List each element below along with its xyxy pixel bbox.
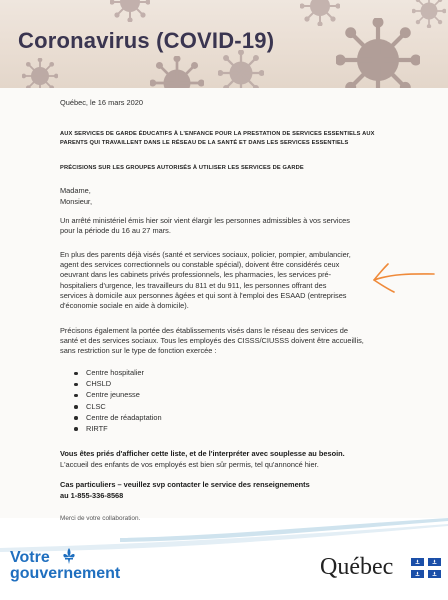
letter-body bbox=[0, 88, 448, 522]
list-item: Centre hospitalier bbox=[72, 368, 162, 379]
paragraph-3 bbox=[60, 326, 364, 357]
coronavirus-icon bbox=[110, 0, 150, 22]
list-item: Centre de réadaptation bbox=[72, 413, 162, 424]
votre-label: Votre bbox=[10, 549, 50, 566]
paragraph-line: En plus des parents déjà visés (santé et services sociaux, policier, pompier, ambulancier, bbox=[60, 250, 351, 259]
coronavirus-icon bbox=[336, 18, 420, 88]
orange-arrow-annotation bbox=[368, 256, 438, 306]
gouvernement-label: gouvernement bbox=[10, 565, 121, 582]
list-item: Centre jeunesse bbox=[72, 390, 162, 401]
coronavirus-icon bbox=[300, 0, 340, 26]
welcome-note: L'accueil des enfants de vos employés est bien sûr permis, tel qu'annoncé hier. bbox=[60, 460, 319, 469]
subject-line: AUX SERVICES DE GARDE ÉDUCATIFS À L'ENFANCE POUR LA PRESTATION DE SERVICES ESSENTIELS AUX bbox=[60, 131, 375, 137]
page-title: Coronavirus (COVID-19) bbox=[18, 28, 275, 53]
paragraph-line: hospitaliers d'urgence, les travailleurs du 811 et du 911, les personnes offrant des bbox=[60, 280, 327, 290]
establishment-list bbox=[72, 368, 162, 435]
quebec-flag-icon bbox=[411, 558, 441, 578]
coronavirus-icon bbox=[22, 58, 58, 88]
paragraph-line: d'économie sociale en aide à domicile). bbox=[60, 301, 189, 311]
paragraph-line: santé et des services sociaux. Tous les employés des CISSS/CIUSSS doivent être accueillis, bbox=[60, 336, 364, 346]
list-item: CLSC bbox=[72, 402, 162, 413]
posting-note: Vous êtes priés d'afficher cette liste, et de l'interpréter avec souplesse au besoin. bbox=[60, 449, 345, 458]
salutation: Madame, bbox=[60, 186, 91, 195]
coronavirus-icon bbox=[412, 0, 446, 28]
precisions-heading: PRÉCISIONS SUR LES GROUPES AUTORISÉS À UTILISER LES SERVICES DE GARDE bbox=[60, 165, 304, 171]
header-banner bbox=[0, 0, 448, 88]
paragraph-line: Un arrêté ministériel émis hier soir vient élargir les personnes admissibles à vos services bbox=[60, 216, 350, 225]
subject-line: PARENTS QUI TRAVAILLENT DANS LE RÉSEAU DE LA SANTÉ ET DANS LES SERVICES ESSENTIELS bbox=[60, 140, 349, 146]
paragraph-line: pour la période du 16 au 27 mars. bbox=[60, 226, 171, 236]
contact-phone: au 1-855-336-8568 bbox=[60, 491, 124, 500]
paragraph-line: agent des services correctionnels ou constable spécial), doivent être considérés ceux bbox=[60, 260, 340, 270]
quebec-wordmark: Québec bbox=[320, 554, 394, 580]
paragraph-2 bbox=[60, 250, 351, 311]
place-date: Québec, le 16 mars 2020 bbox=[60, 98, 143, 107]
coronavirus-icon bbox=[218, 50, 264, 88]
list-item: CHSLD bbox=[72, 379, 162, 390]
paragraph-line: sans restriction sur le type de fonction exercée : bbox=[60, 346, 217, 356]
paragraph-line: oeuvrant dans les cabinets privés professionnels, les pharmacies, les services pré- bbox=[60, 270, 332, 280]
contact-line: Cas particuliers – veuillez svp contacter le service des renseignements bbox=[60, 480, 310, 489]
list-item: RIRTF bbox=[72, 424, 162, 435]
footer bbox=[0, 518, 448, 600]
thanks-line: Merci de votre collaboration. bbox=[60, 515, 141, 522]
paragraph-line: services à domicile aux personnes âgées et qui sont à l'emploi des ESAAD (entreprises bbox=[60, 290, 347, 300]
coronavirus-icon bbox=[150, 56, 204, 88]
paragraph-1 bbox=[60, 216, 350, 236]
salutation: Monsieur, bbox=[60, 197, 93, 206]
fleur-de-lis-icon bbox=[62, 548, 76, 564]
paragraph-line: Précisons également la portée des établissements visés dans le réseau des services de bbox=[60, 326, 348, 335]
